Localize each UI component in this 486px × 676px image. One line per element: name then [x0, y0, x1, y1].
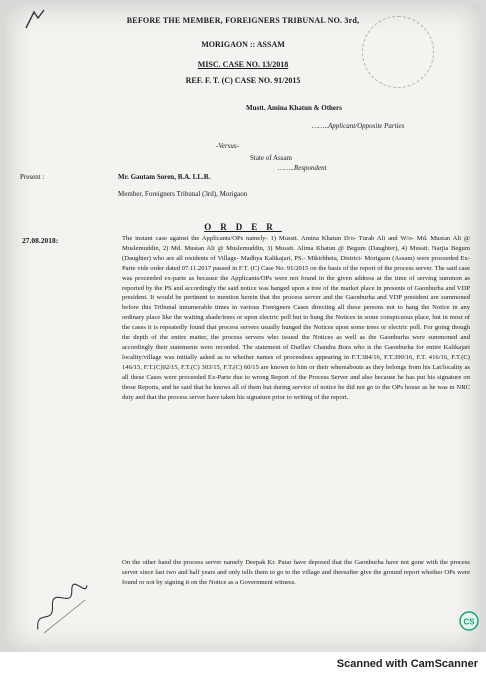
respondent-role: ……..Respondent — [278, 164, 327, 172]
respondent-name: State of Assam — [250, 154, 292, 162]
applicant-role: ……..Applicant/Opposite Parties — [312, 122, 405, 130]
member-role: Member, Foreigners Tribunal (3rd), Morigaon — [118, 190, 248, 198]
court-title: BEFORE THE MEMBER, FOREIGNERS TRIBUNAL NO. 3rd, — [126, 16, 360, 25]
camscanner-logo-icon — [458, 610, 480, 632]
misc-case-number: MISC. CASE NO. 13/2018 — [197, 60, 289, 69]
present-label: Present : — [20, 173, 45, 181]
order-paragraph-1: The instant case against the Applicants/OPs namely- 1) Musstt. Amina Khatun D/o- Turab Ali and W/o- Md. Mustan Ali @ Muslemuddin, 2) Md. Mustan Ali @ Muslemuddin, 3) Musstt. Alima Khatun @ Begum (Daughter), 4) Musstt. Narjia Begum (Daughter) who are all residents of Village- Madhya Kalikajari, PS.- Mikirbheta, District- Morigaon (Assam) were proceeded Ex-Parte vide order dated 07.11.2017 passed in F.T. (C) Case No. 91/2015 on the basis of the report of the process server. The said case was proceeded ex-parte as because the Applicants/OPs were not found in the given address at the time of serving summon as reported by the PS and accordingly the said notice was hanged upon a tree of the market place in presents of Gaonburha and VDP president. It would be pertinent to mention herein that the process server and the Gaonburha and VDP president are summoned before this Tribunal innumerable times in various Foreigners Cases directing all these persons not to hang the Notice in any ordinary place like the waiting shade/trees or upon electric poll but to hung the Notices in some conspicuous place, but in most of the cases it is repeatedly found that process servers usually hunged the Notices upon some trees or electric poll. For going though the depth of the entire matter, the process servers who issued the Notices as well as the Gaonburha were summoned and accordingly their statements were recorded. The statement of Durllav Chandra Bora who is the Gaonburha for entire Kalikajari locality/village was initially asked as to whether names of proceedees appearing in F.T.384/16, F.T.390/16, F.T. 416/16, F.T.(C) 146/15, F.T.(C)92/15, F.T.(C) 303/15, F.T.(C) 60/15 are known to him or their whereabouts as they belongs from his Lat/locality as all these Cases were proceeded Ex-Parte due to wrong Report of the Process Server and also because he has put his signature on those Reports, and he said that he knows all of them but during service of notice he did not go to the OPs house as he was in NRC duty and that the process server have taken his signature prior to writing of the report. — [122, 235, 470, 401]
reference-case-number: REF. F. T. (C) CASE NO. 91/2015 — [185, 76, 301, 85]
svg-text:CS: CS — [463, 617, 475, 627]
document-page — [6, 4, 480, 652]
court-location: MORIGAON :: ASSAM — [201, 40, 285, 49]
handwritten-signature — [22, 576, 100, 639]
order-title: ORDER — [204, 222, 282, 232]
order-paragraph-2: On the other hand the process server namely Deepak Kr. Patar have deposed that the Gaonburha have not gone with the process server since last two and half years and only tells them to go to the village and thereafter give the ground report whether OPs were found or not by signing it on the Notice as a Government witness. — [122, 559, 470, 586]
scanner-watermark: Scanned with CamScanner — [336, 658, 478, 670]
applicant-name: Mustt. Amina Khatun & Others — [246, 104, 342, 112]
member-name: Mr. Gautam Soren, B.A. LL.B. — [118, 173, 211, 181]
versus-label: -Versus- — [216, 142, 239, 150]
order-date: 27.08.2018: — [22, 236, 59, 245]
